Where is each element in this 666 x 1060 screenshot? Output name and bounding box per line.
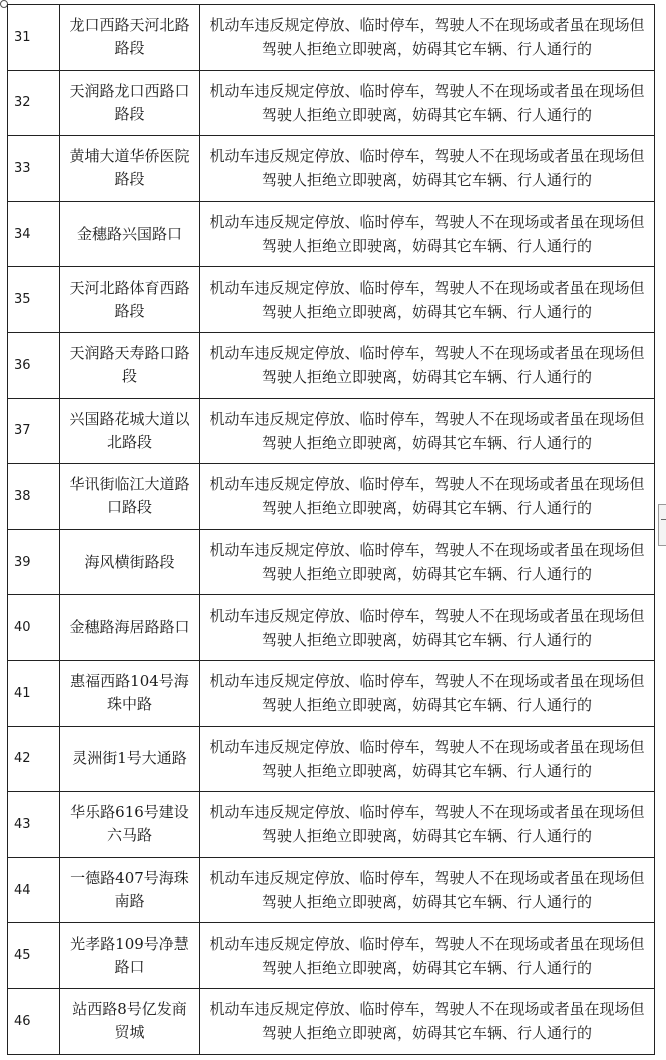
location-cell: 金穗路海居路路口 — [60, 595, 200, 661]
table-row — [8, 988, 655, 1054]
location-cell: 天润路龙口西路口路段 — [60, 70, 200, 136]
violation-description: 机动车违反规定停放、临时停车，驾驶人不在现场或者虽在现场但驾驶人拒绝立即驶离，妨碍其它车辆、行人通行的 — [200, 660, 655, 726]
violation-description: 机动车违反规定停放、临时停车，驾驶人不在现场或者虽在现场但驾驶人拒绝立即驶离，妨碍其它车辆、行人通行的 — [200, 792, 655, 858]
page-edge-tab[interactable] — [658, 504, 666, 546]
table-row — [8, 398, 655, 464]
location-cell: 黄埔大道华侨医院路段 — [60, 136, 200, 202]
violation-description: 机动车违反规定停放、临时停车，驾驶人不在现场或者虽在现场但驾驶人拒绝立即驶离，妨碍其它车辆、行人通行的 — [200, 923, 655, 989]
violation-description: 机动车违反规定停放、临时停车，驾驶人不在现场或者虽在现场但驾驶人拒绝立即驶离，妨碍其它车辆、行人通行的 — [200, 398, 655, 464]
table-row — [8, 792, 655, 858]
violation-description: 机动车违反规定停放、临时停车，驾驶人不在现场或者虽在现场但驾驶人拒绝立即驶离，妨碍其它车辆、行人通行的 — [200, 857, 655, 923]
violation-description: 机动车违反规定停放、临时停车，驾驶人不在现场或者虽在现场但驾驶人拒绝立即驶离，妨碍其它车辆、行人通行的 — [200, 332, 655, 398]
row-number: 45 — [8, 923, 60, 989]
violation-description: 机动车违反规定停放、临时停车，驾驶人不在现场或者虽在现场但驾驶人拒绝立即驶离，妨碍其它车辆、行人通行的 — [200, 5, 655, 71]
table-row — [8, 857, 655, 923]
violation-description: 机动车违反规定停放、临时停车，驾驶人不在现场或者虽在现场但驾驶人拒绝立即驶离，妨碍其它车辆、行人通行的 — [200, 726, 655, 792]
row-number: 35 — [8, 267, 60, 333]
location-cell: 光孝路109号净慧路口 — [60, 923, 200, 989]
location-cell: 兴国路花城大道以北路段 — [60, 398, 200, 464]
row-number: 41 — [8, 660, 60, 726]
row-number: 37 — [8, 398, 60, 464]
violation-description: 机动车违反规定停放、临时停车，驾驶人不在现场或者虽在现场但驾驶人拒绝立即驶离，妨碍其它车辆、行人通行的 — [200, 267, 655, 333]
table-row — [8, 267, 655, 333]
violations-table — [7, 4, 655, 1055]
row-number: 34 — [8, 201, 60, 267]
table-row — [8, 660, 655, 726]
table-row — [8, 923, 655, 989]
table-row — [8, 464, 655, 530]
location-cell: 金穗路兴国路口 — [60, 201, 200, 267]
location-cell: 天河北路体育西路路段 — [60, 267, 200, 333]
table-row — [8, 595, 655, 661]
table-row — [8, 70, 655, 136]
row-number: 40 — [8, 595, 60, 661]
violation-description: 机动车违反规定停放、临时停车，驾驶人不在现场或者虽在现场但驾驶人拒绝立即驶离，妨碍其它车辆、行人通行的 — [200, 595, 655, 661]
location-cell: 华乐路616号建设六马路 — [60, 792, 200, 858]
row-number: 33 — [8, 136, 60, 202]
row-number: 46 — [8, 988, 60, 1054]
row-number: 44 — [8, 857, 60, 923]
row-number: 32 — [8, 70, 60, 136]
violation-description: 机动车违反规定停放、临时停车，驾驶人不在现场或者虽在现场但驾驶人拒绝立即驶离，妨碍其它车辆、行人通行的 — [200, 529, 655, 595]
violation-description: 机动车违反规定停放、临时停车，驾驶人不在现场或者虽在现场但驾驶人拒绝立即驶离，妨碍其它车辆、行人通行的 — [200, 136, 655, 202]
location-cell: 站西路8号亿发商贸城 — [60, 988, 200, 1054]
table-row — [8, 201, 655, 267]
violation-description: 机动车违反规定停放、临时停车，驾驶人不在现场或者虽在现场但驾驶人拒绝立即驶离，妨碍其它车辆、行人通行的 — [200, 988, 655, 1054]
table-row — [8, 5, 655, 71]
row-number: 31 — [8, 5, 60, 71]
location-cell: 华讯街临江大道路口路段 — [60, 464, 200, 530]
row-number: 36 — [8, 332, 60, 398]
violations-table-wrap — [7, 4, 654, 1055]
violation-description: 机动车违反规定停放、临时停车，驾驶人不在现场或者虽在现场但驾驶人拒绝立即驶离，妨碍其它车辆、行人通行的 — [200, 464, 655, 530]
row-number: 43 — [8, 792, 60, 858]
violation-description: 机动车违反规定停放、临时停车，驾驶人不在现场或者虽在现场但驾驶人拒绝立即驶离，妨碍其它车辆、行人通行的 — [200, 70, 655, 136]
location-cell: 海风横街路段 — [60, 529, 200, 595]
location-cell: 天润路天寿路口路段 — [60, 332, 200, 398]
location-cell: 惠福西路104号海珠中路 — [60, 660, 200, 726]
violation-description: 机动车违反规定停放、临时停车，驾驶人不在现场或者虽在现场但驾驶人拒绝立即驶离，妨碍其它车辆、行人通行的 — [200, 201, 655, 267]
violations-table-body — [8, 5, 655, 1055]
row-number: 42 — [8, 726, 60, 792]
table-row — [8, 332, 655, 398]
table-row — [8, 726, 655, 792]
location-cell: 龙口西路天河北路路段 — [60, 5, 200, 71]
location-cell: 一德路407号海珠南路 — [60, 857, 200, 923]
table-row — [8, 529, 655, 595]
table-row — [8, 136, 655, 202]
row-number: 39 — [8, 529, 60, 595]
location-cell: 灵洲街1号大通路 — [60, 726, 200, 792]
row-number: 38 — [8, 464, 60, 530]
